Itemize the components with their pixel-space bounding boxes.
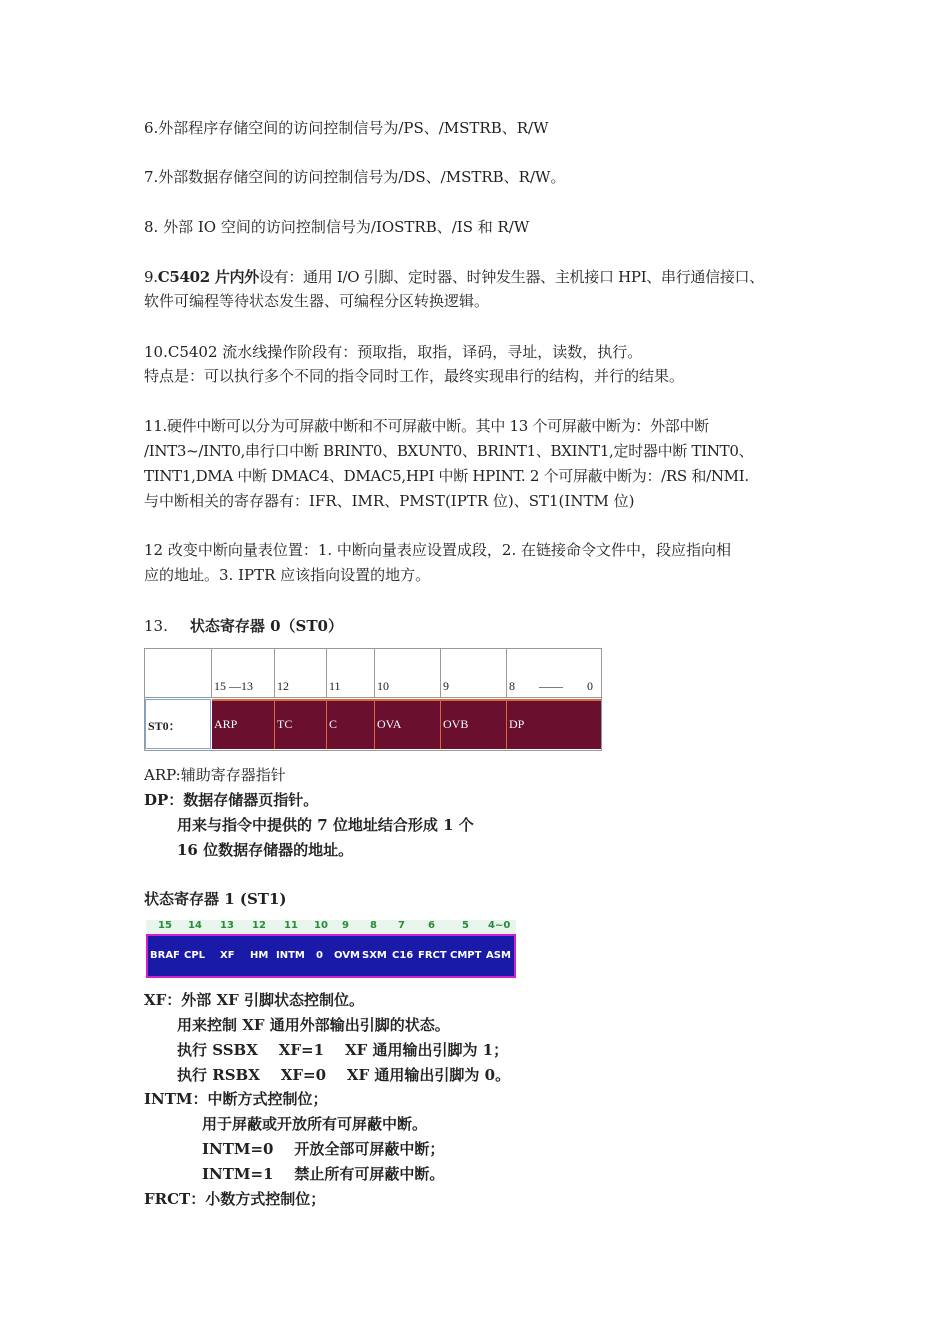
item-9-line2: 软件可编程等待状态发生器、可编程分区转换逻辑。 [144,292,490,310]
st1-bit: 13 [220,920,234,931]
item-13-number: 13. [144,617,168,635]
st0-field-tc: TC [275,699,327,749]
st1-register [146,920,516,978]
arp-description: ARP:辅助寄存器指针 [144,766,286,784]
st0-field-c: C [327,699,375,749]
st1-bit: 4~0 [488,920,511,931]
xf-description: XF：外部 XF 引脚状态控制位。 [144,991,365,1009]
st1-fields [146,934,516,978]
xf-detail-1: 用来控制 XF 通用外部输出引脚的状态。 [177,1016,450,1034]
intm-detail-1: 用于屏蔽或开放所有可屏蔽中断。 [202,1115,428,1133]
st1-field-sxm: SXM [362,950,387,961]
dp-detail-2: 16 位数据存储器的地址。 [177,841,354,859]
item-10-line1: 10.C5402 流水线操作阶段有：预取指，取指，译码，寻址，读数，执行。 [144,343,643,361]
st1-field-cpl: CPL [184,950,206,961]
st1-bit: 12 [252,920,266,931]
st1-field-cmpt: CMPT [450,950,482,961]
item-11-line2: /INT3~/INT0,串行口中断 BRINT0、BXUNT0、BRINT1、BXINT1,定时器中断 TINT0、 [144,442,754,460]
st0-bit-header: 8 —— 0 [507,649,601,698]
item-11-line3: TINT1,DMA 中断 DMAC4、DMAC5,HPI 中断 HPINT. 2 个可屏蔽中断为：/RS 和/NMI. [144,467,749,485]
item-12-line1: 12 改变中断向量表位置：1. 中断向量表应设置成段，2. 在链接命令文件中，段应指向相 [144,541,732,559]
st1-bit: 5 [462,920,469,931]
item-11-line1: 11.硬件中断可以分为可屏蔽中断和不可屏蔽中断。其中 13 个可屏蔽中断为：外部中断 [144,417,709,435]
st0-field-arp: ARP [212,699,275,749]
intm-detail-2: INTM=0 开放全部可屏蔽中断； [202,1140,445,1158]
item-9-text: 设有：通用 I/O 引脚、定时器、时钟发生器、主机接口 HPI、串行通信接口、 [258,268,764,286]
st1-bit: 14 [188,920,202,931]
st1-bit: 7 [398,920,405,931]
st1-bit: 6 [428,920,435,931]
item-9-bold: C5402 片内外 [157,268,259,286]
item-12-line2: 应的地址。3. IPTR 应该指向设置的地方。 [144,566,431,584]
intm-detail-3: INTM=1 禁止所有可屏蔽中断。 [202,1165,445,1183]
st1-field-braf: BRAF [150,950,180,961]
item-9-number: 9. [144,268,158,286]
item-7: 7.外部数据存储空间的访问控制信号为/DS、/MSTRB、R/W。 [144,168,566,186]
st1-field-asm: ASM [486,950,511,961]
st1-bit: 8 [370,920,377,931]
st0-table [144,648,602,751]
xf-detail-3: 执行 RSBX XF=0 XF 通用输出引脚为 0。 [177,1066,511,1084]
item-11-line4: 与中断相关的寄存器有：IFR、IMR、PMST(IPTR 位)、ST1(INTM 位) [144,492,635,510]
dp-detail-1: 用来与指令中提供的 7 位地址结合形成 1 个 [177,816,474,834]
st0-bit-header: 10 [375,649,441,698]
st1-bit: 9 [342,920,349,931]
item-6: 6.外部程序存储空间的访问控制信号为/PS、/MSTRB、R/W [144,119,549,137]
st0-bit-header: 9 [441,649,507,698]
st1-field-hm: HM [250,950,269,961]
st1-field-intm: INTM [276,950,305,961]
st1-bit-numbers [146,920,516,934]
st0-field-ova: OVA [375,699,441,749]
st1-field-c16: C16 [392,950,414,961]
st1-field-xf: XF [220,950,235,961]
st0-corner-cell [145,649,212,698]
st1-bit: 10 [314,920,328,931]
item-9-line1 [144,265,764,289]
st1-field-ovm: OVM [334,950,360,961]
st0-bit-header: 12 [275,649,327,698]
st0-bit-header: 15 —13 [212,649,275,698]
item-10-line2: 特点是：可以执行多个不同的指令同时工作，最终实现串行的结构，并行的结果。 [144,367,685,385]
st1-title: 状态寄存器 1 (ST1) [144,890,287,908]
st1-field-frct: FRCT [418,950,447,961]
st1-field-zero: 0 [316,950,323,961]
intm-description: INTM：中断方式控制位； [144,1090,328,1108]
frct-description: FRCT：小数方式控制位； [144,1190,326,1208]
st0-row-label: ST0： [145,699,211,749]
st0-field-dp: DP [507,699,601,749]
xf-detail-2: 执行 SSBX XF=1 XF 通用输出引脚为 1； [177,1041,509,1059]
dp-description: DP：数据存储器页指针。 [144,791,319,809]
item-8: 8. 外部 IO 空间的访问控制信号为/IOSTRB、/IS 和 R/W [144,218,530,236]
item-13-heading [144,614,343,638]
st0-field-ovb: OVB [441,699,507,749]
item-13-title: 状态寄存器 0（ST0） [189,617,343,635]
st1-bit: 11 [284,920,298,931]
st1-bit: 15 [158,920,172,931]
st0-bit-header: 11 [327,649,375,698]
